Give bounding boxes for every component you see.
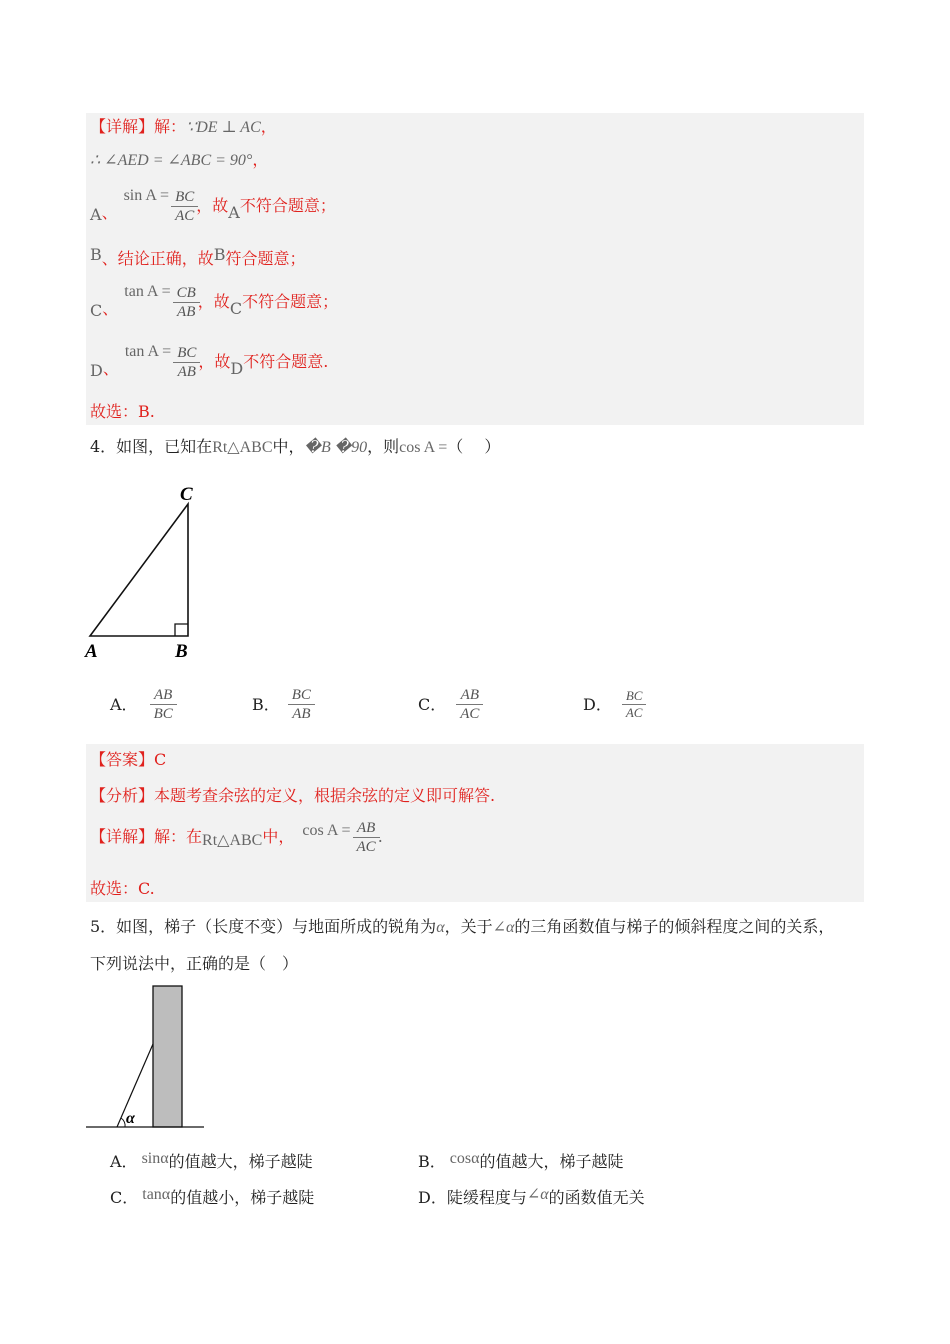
q3-detail-line1 xyxy=(90,117,277,138)
option-text: 的值越大，梯子越陡 xyxy=(168,1152,313,1171)
q5-ladder-figure xyxy=(84,980,214,1132)
tan-alpha: tanα xyxy=(142,1186,171,1203)
den: BC xyxy=(153,706,173,722)
option-text: 的值越小，梯子越陡 xyxy=(170,1188,315,1207)
q4-detail-line xyxy=(90,817,383,857)
detail-tag: 【详解】 xyxy=(90,827,155,846)
answer-value: C xyxy=(154,750,167,769)
answer-tag: 【答案】 xyxy=(90,750,155,769)
ref-c: C xyxy=(229,299,243,318)
comma: ， xyxy=(260,117,277,136)
gu: ，故 xyxy=(198,352,231,371)
tan-a-fraction-cb-ab xyxy=(175,284,198,321)
option-text: 的值越大，梯子越陡 xyxy=(479,1152,624,1171)
num: CB xyxy=(176,284,196,301)
q5-stem-line2: 下列说法中，正确的是（ ） xyxy=(90,954,299,973)
num: AB xyxy=(460,687,479,703)
analysis-text: 本题考查余弦的定义，根据余弦的定义即可解答. xyxy=(154,786,496,805)
answer-paren: （ ） xyxy=(447,437,501,456)
den: AB xyxy=(292,706,311,722)
num: AB xyxy=(356,819,376,836)
option-fraction xyxy=(290,686,313,723)
alpha-symbol: α xyxy=(436,919,445,936)
vertex-label-b: B xyxy=(175,641,188,662)
ref-b: B xyxy=(213,245,226,264)
q4-option-c[interactable] xyxy=(418,686,481,723)
option-pre: 陡缓程度与 xyxy=(446,1188,527,1207)
option-letter: D． xyxy=(418,1188,447,1207)
jie-label: 解： xyxy=(154,117,187,136)
q5-option-a[interactable] xyxy=(110,1152,313,1173)
option-letter: C． xyxy=(418,694,447,714)
tan-a-fn: tan A = xyxy=(124,283,171,300)
option-fraction xyxy=(458,686,481,723)
q5-option-d[interactable] xyxy=(418,1188,645,1209)
letter-a: A xyxy=(90,205,102,224)
detail-tag: 【详解】 xyxy=(90,117,155,136)
perp-statement: ∵DE ⊥ AC xyxy=(186,119,261,136)
sep: 、 xyxy=(102,359,119,378)
den: AC xyxy=(460,706,480,722)
option-letter: B． xyxy=(418,1152,446,1171)
q3-option-a-line xyxy=(90,186,336,226)
num: AB xyxy=(153,687,173,703)
q3-option-c-line xyxy=(90,282,338,322)
sin-a-fraction xyxy=(173,188,196,225)
option-fraction xyxy=(152,686,175,723)
q4-analysis-line xyxy=(90,786,495,806)
den: AB xyxy=(177,363,196,380)
den: AC xyxy=(356,838,376,855)
vertex-label-a: A xyxy=(85,641,98,662)
option-fraction xyxy=(624,688,645,721)
q5-stem-line1 xyxy=(90,917,834,938)
triangle-rt-abc: Rt△ABC xyxy=(212,439,273,456)
cos-alpha: cosα xyxy=(449,1150,480,1167)
q4-option-b[interactable] xyxy=(252,686,313,723)
stem-mid: ，关于 xyxy=(444,917,493,936)
num: BC xyxy=(177,344,197,361)
sep: 、 xyxy=(101,203,118,222)
angle-equality: ∴ ∠AED = ∠ABC = 90° xyxy=(90,152,253,169)
q5-option-b[interactable] xyxy=(418,1152,624,1173)
letter-c: C xyxy=(90,301,103,320)
q3-option-d-line xyxy=(90,342,328,382)
option-letter: D． xyxy=(583,694,612,714)
q4-stem xyxy=(90,437,500,458)
den: AC xyxy=(175,207,195,224)
analysis-tag: 【分析】 xyxy=(90,786,155,805)
q4-final-answer: 故选：C. xyxy=(90,879,155,898)
q3-final-answer: 故选：B. xyxy=(90,402,155,421)
q4-option-a[interactable] xyxy=(110,686,175,723)
triangle-rt-abc: Rt△ABC xyxy=(202,832,263,849)
cos-a-fn: cos A = xyxy=(302,822,351,839)
ref-a: A xyxy=(228,203,240,222)
letter-d: D xyxy=(90,361,103,380)
angle-alpha: ∠α xyxy=(526,1186,549,1203)
stem-pre: 5．如图，梯子（长度不变）与地面所成的锐角为 xyxy=(90,917,437,936)
period: . xyxy=(377,827,383,846)
den: AB xyxy=(177,303,196,320)
cos-a-fraction xyxy=(355,819,378,856)
q5-option-c[interactable] xyxy=(110,1188,314,1209)
conclusion-b: 符合题意； xyxy=(225,249,306,268)
stem-mid: 中， xyxy=(272,437,305,456)
letter-b: B xyxy=(90,245,102,264)
num: BC xyxy=(625,688,643,703)
detail-pre: 解：在 xyxy=(154,827,203,846)
option-letter: A． xyxy=(110,1152,138,1171)
conclusion-d: 不符合题意. xyxy=(243,352,329,371)
b-text: 、结论正确，故 xyxy=(101,249,214,268)
tan-a-fraction-bc-ab xyxy=(175,344,198,381)
comma: ， xyxy=(252,150,269,169)
stem-mid2: ，则 xyxy=(367,437,400,456)
garbled-angle-b: �B �90 xyxy=(304,439,368,456)
den: AC xyxy=(625,705,643,720)
q4-option-d[interactable] xyxy=(583,688,644,721)
cos-a-expr: cos A = xyxy=(399,439,448,456)
stem-pre: 4．如图，已知在 xyxy=(90,437,213,456)
tan-a-fn: tan A = xyxy=(124,343,172,360)
q4-answer-line xyxy=(90,750,166,770)
conclusion-a: 不符合题意； xyxy=(239,196,336,215)
option-letter: C． xyxy=(110,1188,139,1207)
angle-alpha: ∠α xyxy=(492,919,515,936)
option-text: 的函数值无关 xyxy=(548,1188,645,1207)
ref-d: D xyxy=(230,359,244,378)
q4-triangle-figure xyxy=(80,478,210,663)
option-letter: A． xyxy=(110,694,138,714)
alpha-angle-label: α xyxy=(126,1110,135,1127)
vertex-label-c: C xyxy=(180,484,193,505)
gu: ，故 xyxy=(197,292,230,311)
conclusion-c: 不符合题意； xyxy=(242,292,339,311)
sin-alpha: sinα xyxy=(141,1150,169,1167)
num: BC xyxy=(175,188,195,205)
sep: 、 xyxy=(102,299,119,318)
option-letter: B． xyxy=(252,694,280,714)
q3-detail-line2 xyxy=(90,150,268,171)
num: BC xyxy=(291,687,311,703)
q3-option-b-line xyxy=(90,245,306,268)
stem-end: 的三角函数值与梯子的倾斜程度之间的关系， xyxy=(514,917,835,936)
sin-a-fn: sin A = xyxy=(123,187,170,204)
gu: ，故 xyxy=(196,196,229,215)
detail-mid: 中， xyxy=(262,827,295,846)
